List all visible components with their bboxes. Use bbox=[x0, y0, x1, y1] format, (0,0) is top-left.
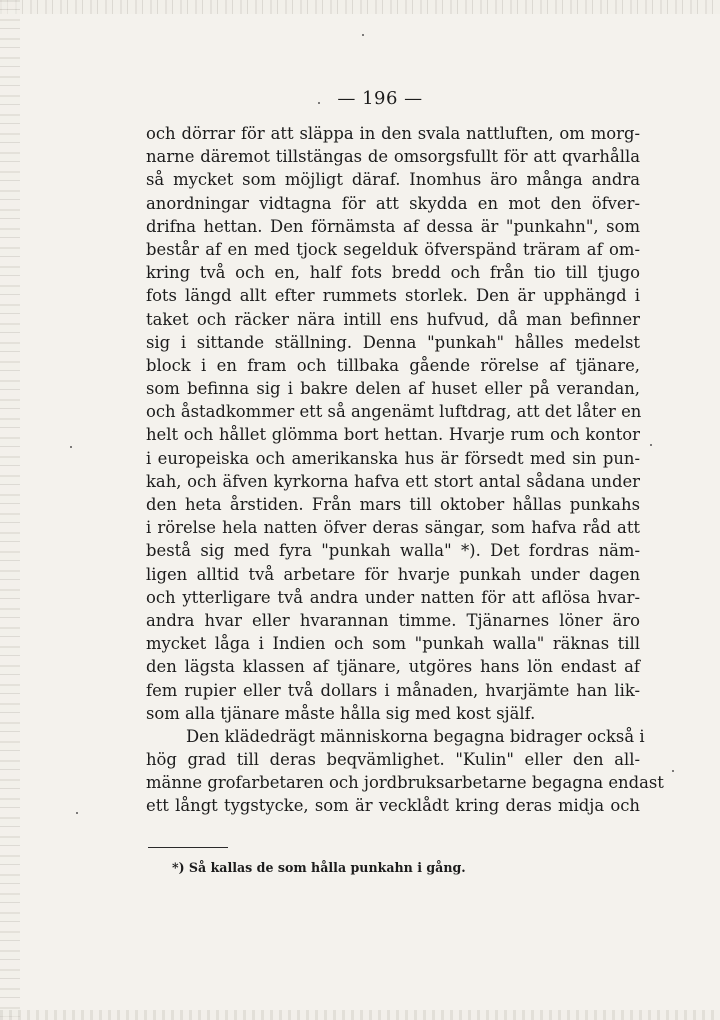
page-number: — 196 — bbox=[337, 88, 423, 109]
text-line: fem rupier eller två dollars i månaden, hvarjämte han lik- bbox=[146, 680, 640, 700]
text-line: fots längd allt efter rummets storlek. Den är upphängd i bbox=[146, 286, 640, 306]
text-line: består af en med tjock segelduk öfverspänd träram af om- bbox=[146, 239, 640, 259]
text-line: narne däremot tillstängas de omsorgsfullt för att qvarhålla bbox=[146, 147, 640, 167]
text-line: sig i sittande ställning. Denna "punkah" hålles medelst bbox=[146, 332, 640, 352]
body-text bbox=[146, 122, 664, 818]
text-line: och åstadkommer ett så angenämt luftdrag, att det låter en bbox=[146, 402, 642, 422]
text-line: helt och hållet glömma bort hettan. Hvarje rum och kontor bbox=[146, 425, 640, 445]
footnote-divider bbox=[148, 847, 228, 848]
text-line: kah, och äfven kyrkorna hafva ett stort antal sådana under bbox=[146, 471, 640, 491]
scan-speck bbox=[672, 770, 674, 772]
scan-speck bbox=[362, 34, 364, 36]
text-line: den lägsta klassen af tjänare, utgöres hans lön endast af bbox=[146, 657, 640, 677]
text-line: i europeiska och amerikanska hus är försedt med sin pun- bbox=[146, 448, 640, 468]
text-line: i rörelse hela natten öfver deras sängar, som hafva råd att bbox=[146, 518, 640, 538]
scan-edge-left bbox=[0, 0, 20, 1020]
scan-speck bbox=[650, 444, 652, 446]
text-line: taket och räcker nära intill ens hufvud, då man befinner bbox=[146, 309, 640, 329]
text-line: ligen alltid två arbetare för hvarje punkah under dagen bbox=[146, 564, 640, 584]
text-line-paragraph-end: som alla tjänare måste hålla sig med kost själf. bbox=[146, 703, 536, 723]
text-line: och dörrar för att släppa in den svala nattluften, om morg- bbox=[146, 124, 640, 143]
text-line: hög grad till deras beqvämlighet. "Kulin" eller den all- bbox=[146, 750, 640, 770]
text-line: drifna hettan. Den förnämsta af dessa är "punkahn", som bbox=[146, 216, 640, 236]
text-line-paragraph-start: Den klädedrägt människorna begagna bidrager också i bbox=[186, 726, 645, 746]
scan-edge-top bbox=[0, 0, 720, 14]
scan-speck bbox=[70, 446, 72, 448]
text-line: den heta årstiden. Från mars till oktober hållas punkahs bbox=[146, 495, 640, 514]
text-line: andra hvar eller hvarannan timme. Tjänarnes löner äro bbox=[146, 610, 640, 630]
scan-edge-bottom bbox=[0, 1010, 720, 1020]
text-line: männe grofarbetaren och jordbruksarbetarne begagna endast bbox=[146, 773, 664, 793]
scan-speck bbox=[318, 102, 320, 104]
text-line: mycket låga i Indien och som "punkah walla" räknas till bbox=[146, 634, 640, 654]
scan-speck bbox=[76, 812, 78, 814]
text-line: som befinna sig i bakre delen af huset eller på verandan, bbox=[146, 379, 640, 399]
text-line: och ytterligare två andra under natten för att aflösa hvar- bbox=[146, 587, 640, 607]
text-line: anordningar vidtagna för att skydda en mot den öfver- bbox=[146, 193, 640, 213]
text-line: block i en fram och tillbaka gående rörelse af tjänare, bbox=[146, 355, 640, 375]
text-line: kring två och en, half fots bredd och från tio till tjugo bbox=[146, 263, 640, 283]
text-line: bestå sig med fyra "punkah walla" *). Det fordras näm- bbox=[146, 541, 640, 561]
text-line: ett långt tygstycke, som är vecklådt kring deras midja och bbox=[146, 796, 640, 816]
text-line: så mycket som möjligt däraf. Inomhus äro många andra bbox=[146, 170, 640, 190]
footnote: *) Så kallas de som hålla punkahn i gång. bbox=[172, 860, 466, 875]
